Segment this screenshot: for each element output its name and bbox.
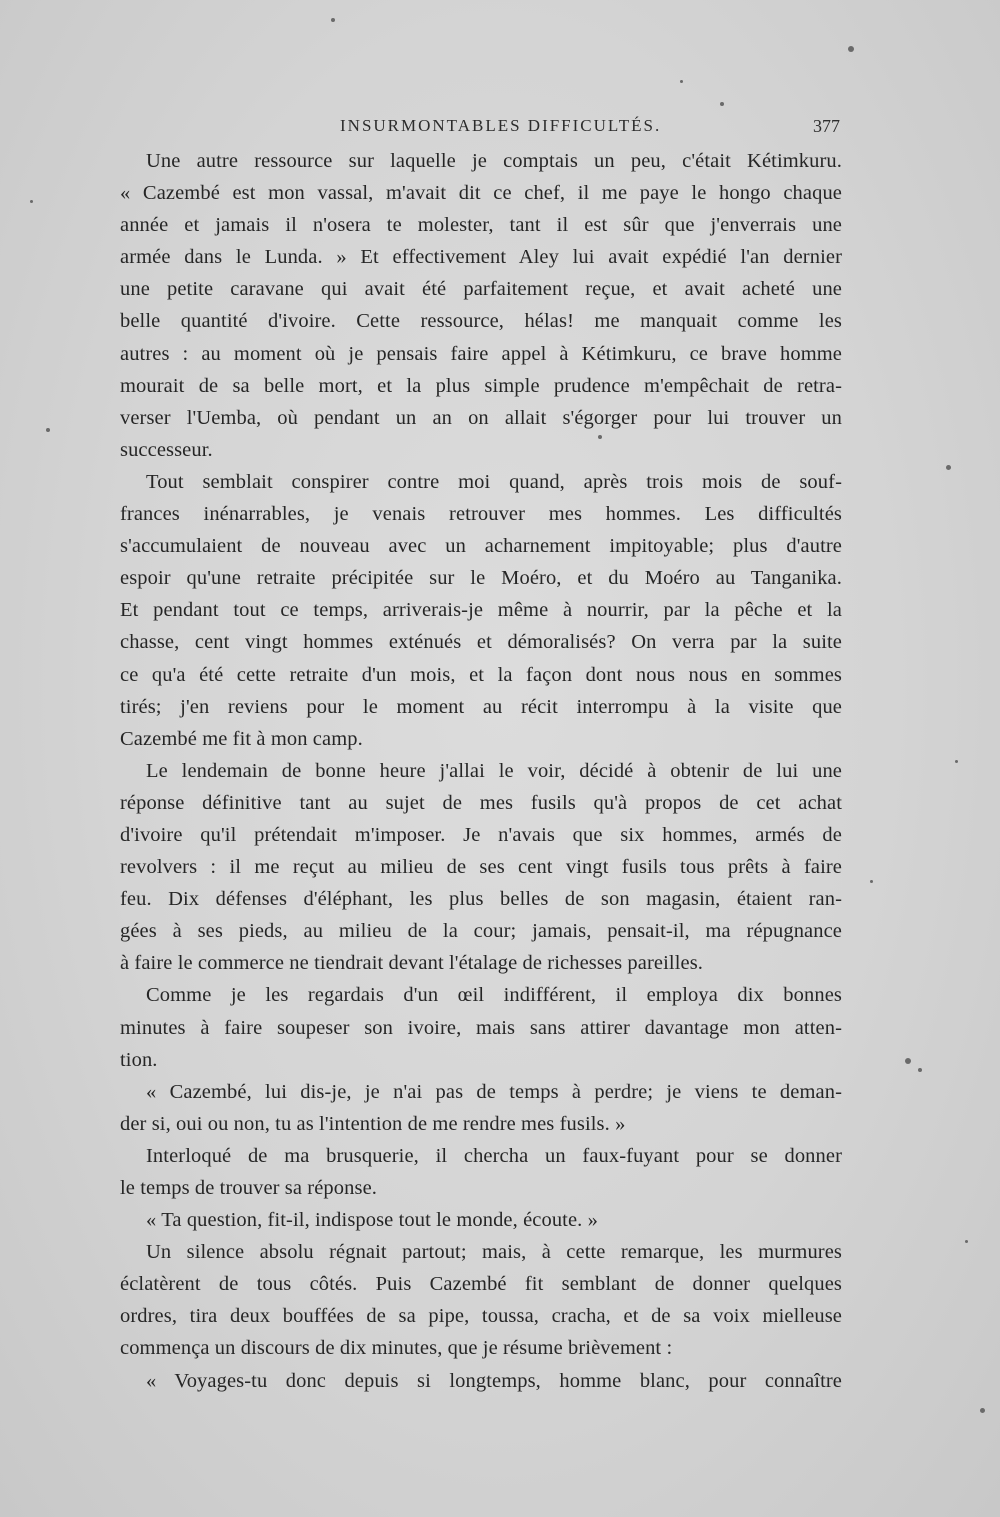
body-text bbox=[120, 145, 842, 1397]
speck bbox=[965, 1240, 968, 1243]
text-line: à faire le commerce ne tiendrait devant l'étalage de richesses pareilles. bbox=[120, 952, 703, 975]
text-line: Le lendemain de bonne heure j'allai le voir, décidé à obtenir de lui une bbox=[146, 759, 842, 782]
text-line: « Cazembé, lui dis-je, je n'ai pas de temps à perdre; je viens te deman- bbox=[146, 1080, 842, 1103]
text-line: ordres, tira deux bouffées de sa pipe, toussa, cracha, et de sa voix mielleuse bbox=[120, 1305, 842, 1328]
speck bbox=[918, 1068, 922, 1072]
text-line: armée dans le Lunda. » Et effectivement Aley lui avait expédié l'an dernier bbox=[120, 246, 842, 269]
text-line: mourait de sa belle mort, et la plus simple prudence m'empêchait de retra- bbox=[120, 374, 842, 397]
speck bbox=[46, 428, 50, 432]
text-line: le temps de trouver sa réponse. bbox=[120, 1177, 377, 1199]
text-line: « Ta question, fit-il, indispose tout le monde, écoute. » bbox=[146, 1209, 598, 1232]
text-line: d'ivoire qu'il prétendait m'imposer. Je n'avais que six hommes, armés de bbox=[120, 823, 842, 846]
text-line: autres : au moment où je pensais faire appel à Kétimkuru, ce brave homme bbox=[120, 342, 842, 365]
speck bbox=[946, 465, 951, 470]
text-line: der si, oui ou non, tu as l'intention de me rendre mes fusils. » bbox=[120, 1112, 626, 1135]
text-line: revolvers : il me reçut au milieu de ses cent vingt fusils tous prêts à faire bbox=[120, 856, 842, 879]
speck bbox=[720, 102, 724, 106]
speck bbox=[955, 760, 958, 763]
text-line: « Cazembé est mon vassal, m'avait dit ce chef, il me paye le hongo chaque bbox=[120, 182, 842, 205]
text-line: Tout semblait conspirer contre moi quand, après trois mois de souf- bbox=[146, 470, 842, 493]
speck bbox=[905, 1058, 911, 1064]
text-line: Comme je les regardais d'un œil indifférent, il employa dix bonnes bbox=[146, 984, 842, 1007]
text-line: tion. bbox=[120, 1048, 158, 1071]
page-number: 377 bbox=[813, 116, 840, 136]
text-line: Interloqué de ma brusquerie, il chercha un faux-fuyant pour se donner bbox=[146, 1144, 842, 1167]
speck bbox=[848, 46, 854, 52]
text-line: belle quantité d'ivoire. Cette ressource, hélas! me manquait comme les bbox=[120, 310, 842, 333]
text-line: ce qu'a été cette retraite d'un mois, et la façon dont nous nous en sommes bbox=[120, 663, 842, 686]
text-line: s'accumulaient de nouveau avec un acharnement impitoyable; plus d'autre bbox=[120, 535, 842, 558]
text-line: frances inénarrables, je venais retrouver mes hommes. Les difficultés bbox=[120, 503, 842, 526]
text-line: verser l'Uemba, où pendant un an on allait s'égorger pour lui trouver un bbox=[120, 406, 842, 429]
speck bbox=[331, 18, 335, 22]
text-line: minutes à faire soupeser son ivoire, mais sans attirer davantage mon atten- bbox=[120, 1016, 842, 1039]
text-line: Et pendant tout ce temps, arriverais-je même à nourrir, par la pêche et la bbox=[120, 599, 842, 622]
speck bbox=[870, 880, 873, 883]
speck bbox=[598, 435, 602, 439]
text-line: « Voyages-tu donc depuis si longtemps, homme blanc, pour connaître bbox=[146, 1369, 842, 1392]
text-line: successeur. bbox=[120, 438, 213, 461]
text-line: chasse, cent vingt hommes exténués et démoralisés? On verra par la suite bbox=[120, 631, 842, 654]
text-line: Une autre ressource sur laquelle je comptais un peu, c'était Kétimkuru. bbox=[146, 150, 842, 172]
text-line: réponse définitive tant au sujet de mes fusils qu'à propos de cet achat bbox=[120, 791, 842, 814]
text-line: année et jamais il n'osera te molester, tant il est sûr que j'enverrais une bbox=[120, 214, 842, 237]
speck bbox=[980, 1408, 985, 1413]
text-line: une petite caravane qui avait été parfaitement reçue, et avait acheté une bbox=[120, 278, 842, 301]
text-line: commença un discours de dix minutes, que je résume brièvement : bbox=[120, 1337, 673, 1360]
speck bbox=[680, 80, 683, 83]
text-line: feu. Dix défenses d'éléphant, les plus belles de son magasin, étaient ran- bbox=[120, 888, 842, 911]
text-line: espoir qu'une retraite précipitée sur le Moéro, et du Moéro au Tanganika. bbox=[120, 567, 842, 590]
text-line: Un silence absolu régnait partout; mais, à cette remarque, les murmures bbox=[146, 1241, 842, 1264]
text-line: gées à ses pieds, au milieu de la cour; jamais, pensait-il, ma répugnance bbox=[120, 920, 842, 943]
speck bbox=[30, 200, 33, 203]
text-line: tirés; j'en reviens pour le moment au récit interrompu à la visite que bbox=[120, 695, 842, 718]
page-header bbox=[120, 116, 840, 140]
text-line: éclatèrent de tous côtés. Puis Cazembé fit semblant de donner quelques bbox=[120, 1273, 842, 1296]
text-line: Cazembé me fit à mon camp. bbox=[120, 727, 363, 750]
running-title: INSURMONTABLES DIFFICULTÉS. bbox=[340, 116, 662, 135]
